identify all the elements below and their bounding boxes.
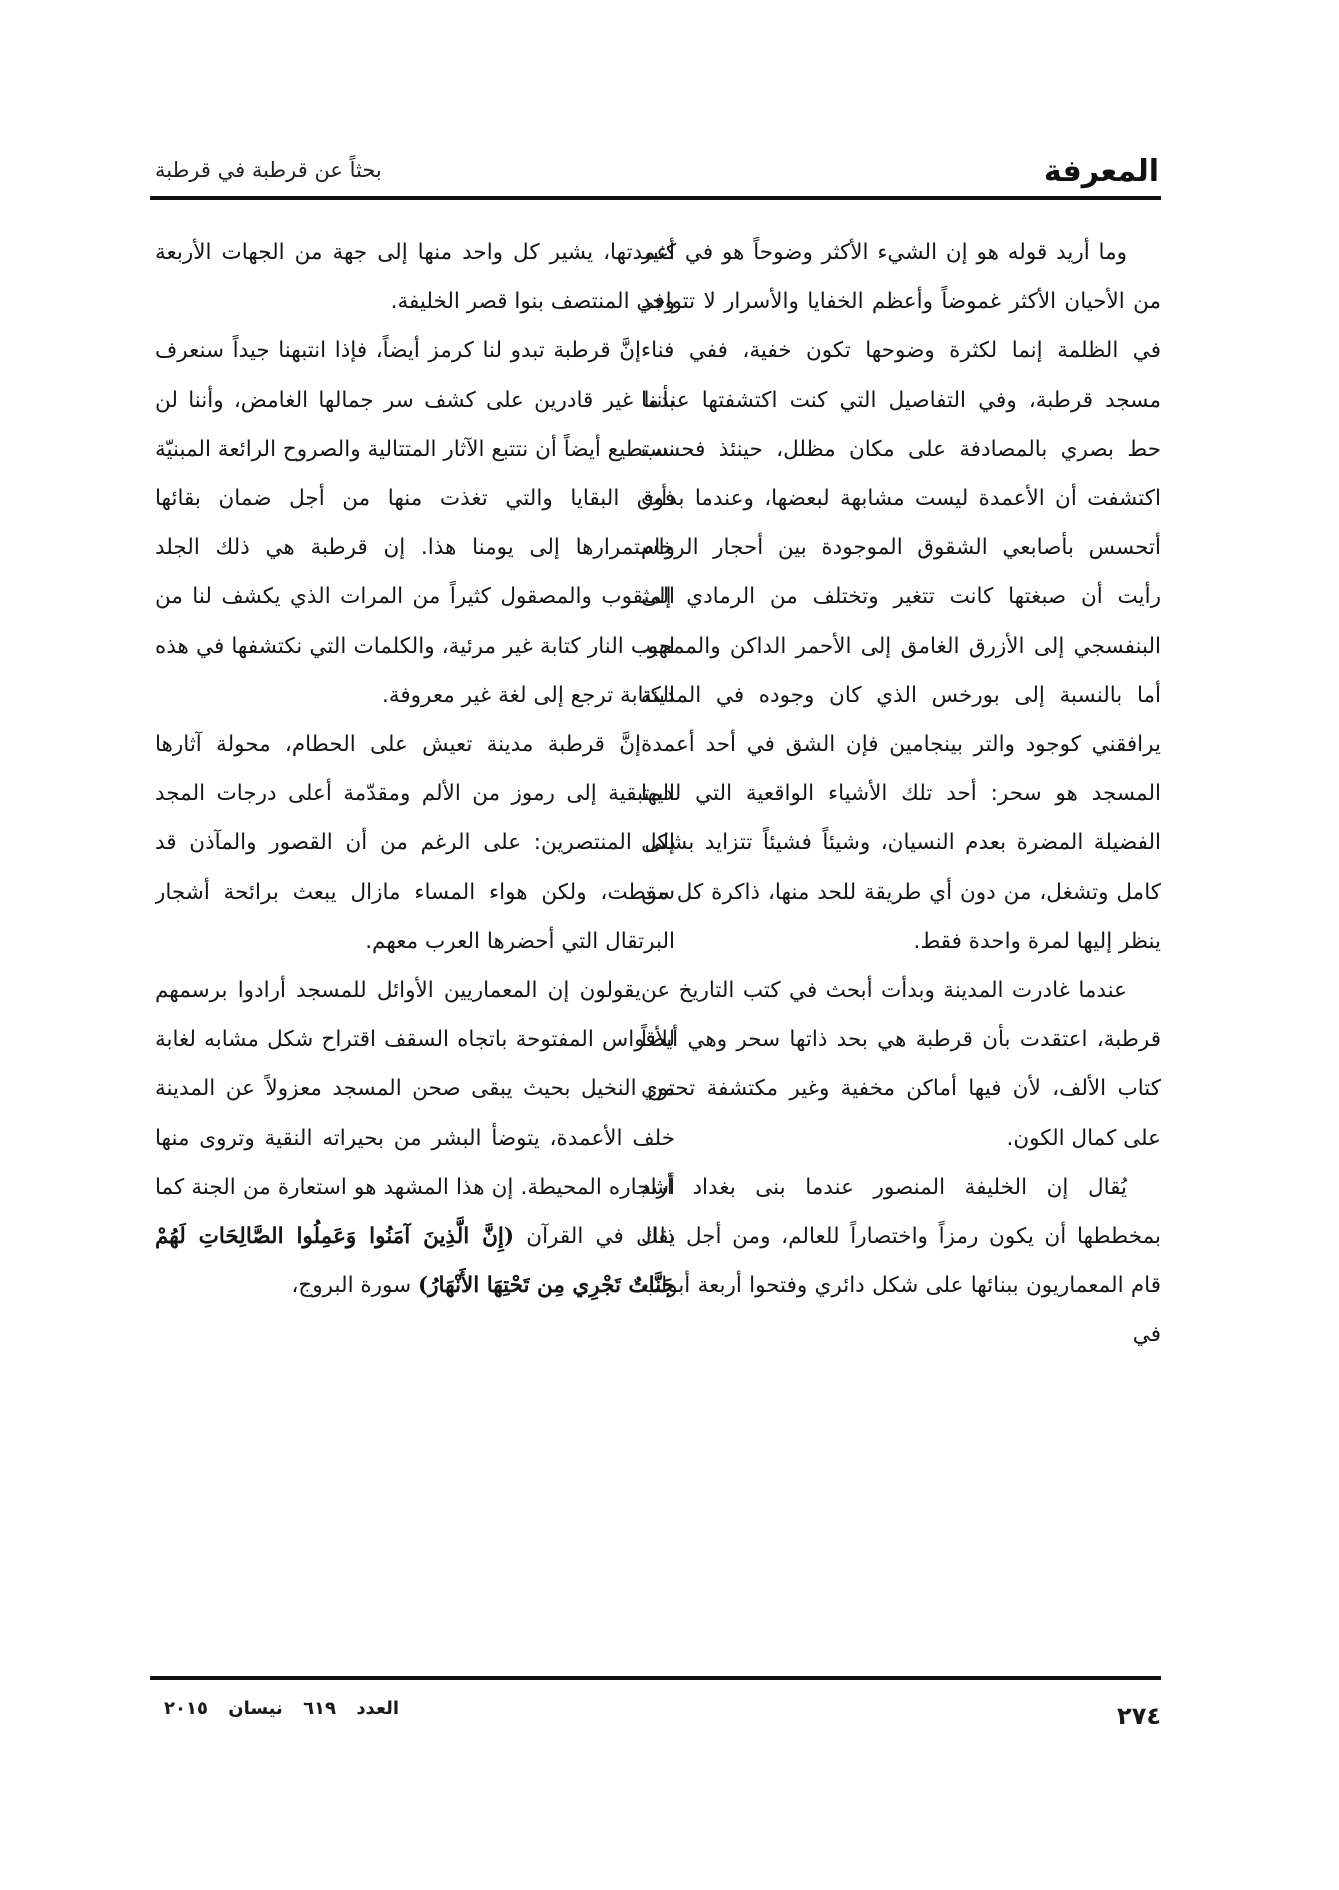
issue-info bbox=[150, 1698, 399, 1719]
page-footer bbox=[150, 1690, 1161, 1750]
page-header bbox=[155, 150, 1159, 190]
paragraph: إنَّ قرطبة مدينة تعيش على الحطام، محولة آثارها المتبقية إلى رموز من الألم ومقدّمة أعلى درجات المجد إلى المنتصرين: على الرغم من أن القصور والمآذن قد سقطت، ولكن هواء المساء مازال يبعث برائحة أشجار البرتقال التي أحضرها العرب معهم. bbox=[155, 732, 675, 954]
quran-quote: (إِنَّ الَّذِينَ آمَنُوا وَعَمِلُوا الصَّالِحَاتِ لَهُمْ جَنَّاتٌ تَجْرِي مِن تَحْتِهَا الأَنْهَارُ) bbox=[155, 1224, 675, 1299]
footer-rule bbox=[150, 1676, 1161, 1680]
left-column bbox=[155, 228, 675, 1658]
issue-month: نيسان bbox=[228, 1698, 283, 1719]
issue-label: العدد bbox=[356, 1698, 400, 1719]
issue-year: ٢٠١٥ bbox=[164, 1698, 208, 1719]
surah-reference: سورة البروج، bbox=[291, 1273, 412, 1299]
paragraph-continuation: أعمدتها، يشير كل واحد منها إلى جهة من الجهات الأربعة وفي المنتصف بنوا قصر الخليفة. bbox=[155, 240, 675, 315]
paragraph: عندما غادرت المدينة وبدأت أبحث في كتب التاريخ عن قرطبة، اعتقدت بأن قرطبة هي بحد ذاتها سحر وهي أيضاً كتاب الألف، لأن فيها أماكن مخفية وغير مكتشفة تحتوي على كمال الكون. bbox=[641, 978, 1161, 1151]
right-column bbox=[641, 228, 1161, 1658]
paragraph-text: يقولون إن المعماريين الأوائل للمسجد أرادوا برسمهم للأقواس المفتوحة باتجاه السقف اقتراح شكل مشابه لغابة من النخيل بحيث يبقى صحن المسجد معزولاً عن المدينة خلف الأعمدة، يتوضأ البشر من بحيراته النقية وتروى منها أشجاره المحيطة. إن هذا المشهد هو استعارة من الجنة كما يقال في القرآن bbox=[155, 978, 675, 1250]
paragraph bbox=[155, 966, 675, 1310]
paragraph: وما أريد قوله هو إن الشيء الأكثر وضوحاً هو في كثير من الأحيان الأكثر غموضاً وأعظم الخفايا والأسرار لا تتواجد في الظلمة إنما لكثرة وضوحها تكون خفية، ففي فناء مسجد قرطبة، وفي التفاصيل التي كنت اكتشفتها عندما حط بصري بالمصادفة على مكان مظلل، حينئذ فحسب اكتشفت أن الأعمدة ليست مشابهة لبعضها، وعندما بدأت أتحسس بأصابعي الشقوق الموجودة بين أحجار الرخام رأيت أن صبغتها كانت تتغير وتختلف من الرمادي إلى البنفسجي إلى الأزرق الغامق إلى الأحمر الداكن والممحو. أما بالنسبة إلى بورخس الذي كان وجوده في المدينة يرافقني كوجود والتر بينجامين فإن الشق في أحد أعمدة المسجد هو سحر: أحد تلك الأشياء الواقعية التي لديها الفضيلة المضرة بعدم النسيان، وشيئاً فشيئاً تتزايد بشكل كامل وتشغل، من دون أي طريقة للحد منها، ذاكرة كل من ينظر إليها لمرة واحدة فقط. bbox=[641, 240, 1161, 954]
page-number: ٢٧٤ bbox=[1117, 1702, 1161, 1730]
header-rule bbox=[150, 196, 1161, 200]
issue-number: ٦١٩ bbox=[303, 1698, 337, 1719]
running-title: بحثاً عن قرطبة في قرطبة bbox=[155, 158, 382, 182]
paragraph: إنَّ قرطبة تبدو لنا كرمز أيضاً، فإذا انتبهنا جيداً سنعرف بأننا غير قادرين على كشف سر جمالها الغامض، وأننا لن نستطيع أيضاً أن نتتبع الآثار المتتالية والصروح الرائعة المبنيّة فوق البقايا والتي تغذت منها من أجل ضمان بقائها واستمرارها إلى يومنا هذا. إن قرطبة هي ذلك الجلد المثقوب والمصقول كثيراً من المرات الذي يكشف لنا من لهيب النار كتابة غير مرئية، والكلمات التي نكتشفها في هذه الكتابة ترجع إلى لغة غير معروفة. bbox=[155, 338, 675, 708]
magazine-masthead: المعرفة bbox=[1043, 154, 1159, 189]
paragraph: يُقال إن الخليفة المنصور عندما بنى بغداد أراد بمخططها أن يكون رمزاً واختصاراً للعالم، ومن أجل ذلك قام المعماريون ببنائها على شكل دائري وفتحوا أربعة أبواب في bbox=[641, 1174, 1161, 1348]
